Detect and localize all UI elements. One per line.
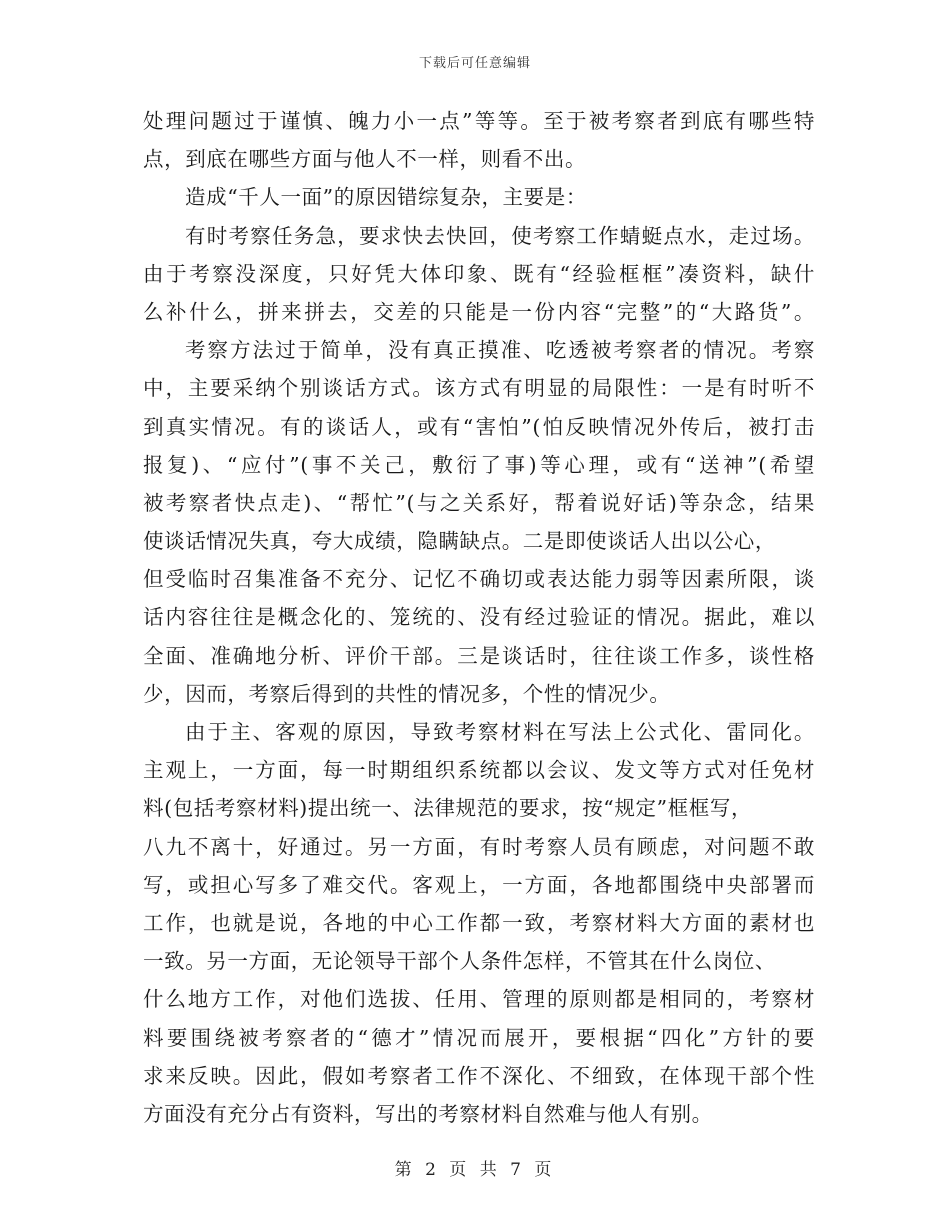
page-number: 第 2 页 共 7 页 <box>394 1160 556 1180</box>
text-line: 处理问题过于谨慎、魄力小一点”等等。至于被考察者到底有哪些特 <box>143 109 815 133</box>
text-line: 料要围绕被考察者的“德才”情况而展开，要根据“四化”方针的要 <box>143 1025 815 1050</box>
text-line: 由于主、客观的原因，导致考察材料在写法上公式化、雷同化。 <box>185 720 815 744</box>
text-line: 什么地方工作，对他们选拔、任用、管理的原则都是相同的，考察材 <box>143 987 815 1012</box>
text-line: 写，或担心写多了难交代。客观上，一方面，各地都围绕中央部署而 <box>143 872 815 897</box>
text-line: 到真实情况。有的谈话人，或有“害怕”(怕反映情况外传后，被打击 <box>143 414 815 439</box>
text-line: 但受临时召集准备不充分、记忆不确切或表达能力弱等因素所限，谈 <box>143 567 815 592</box>
page-header: 下载后可任意编辑 <box>418 56 531 71</box>
text-line: 少，因而，考察后得到的共性的情况多，个性的情况少。 <box>143 681 671 706</box>
text-line: 点，到底在哪些方面与他人不一样，则看不出。 <box>143 147 587 172</box>
text-line: 造成“千人一面”的原因错综复杂，主要是： <box>185 185 587 210</box>
text-line: 被考察者快点走)、“帮忙”(与之关系好，帮着说好话)等杂念，结果 <box>143 490 815 515</box>
text-line: 主观上，一方面，每一时期组织系统都以会议、发文等方式对任免材 <box>143 758 815 783</box>
text-line: 中，主要采纳个别谈话方式。该方式有明显的局限性：一是有时听不 <box>143 376 815 401</box>
text-line: 一致。另一方面，无论领导干部个人条件怎样，不管其在什么岗位、 <box>143 949 776 974</box>
text-line: 料(包括考察材料)提出统一、法律规范的要求，按“规定”框框写， <box>143 796 753 821</box>
document-body <box>143 102 815 1133</box>
text-line: 方面没有充分占有资料，写出的考察材料自然难与他人有别。 <box>143 1101 713 1126</box>
text-line: 话内容往往是概念化的、笼统的、没有经过验证的情况。据此，难以 <box>143 605 815 630</box>
text-line: 么补什么，拼来拼去，交差的只能是一份内容“完整”的“大路货”。 <box>143 299 815 324</box>
text-line: 求来反映。因此，假如考察者工作不深化、不细致，在体现干部个性 <box>143 1063 815 1088</box>
text-line: 八九不离十，好通过。另一方面，有时考察人员有顾虑，对问题不敢 <box>143 834 815 859</box>
text-line: 使谈话情况失真，夸大成绩，隐瞒缺点。二是即使谈话人出以公心， <box>143 529 776 554</box>
text-line: 工作，也就是说，各地的中心工作都一致，考察材料大方面的素材也 <box>143 910 815 935</box>
text-line: 考察方法过于简单，没有真正摸准、吃透被考察者的情况。考察 <box>185 338 815 363</box>
text-line: 全面、准确地分析、评价干部。三是谈话时，往往谈工作多，谈性格 <box>143 643 815 668</box>
text-line: 有时考察任务急，要求快去快回，使考察工作蜻蜓点水，走过场。 <box>185 223 815 248</box>
text-line: 报复)、“应付”(事不关己，敷衍了事)等心理，或有“送神”(希望 <box>143 452 815 477</box>
text-line: 由于考察没深度，只好凭大体印象、既有“经验框框”凑资料，缺什 <box>143 261 815 286</box>
